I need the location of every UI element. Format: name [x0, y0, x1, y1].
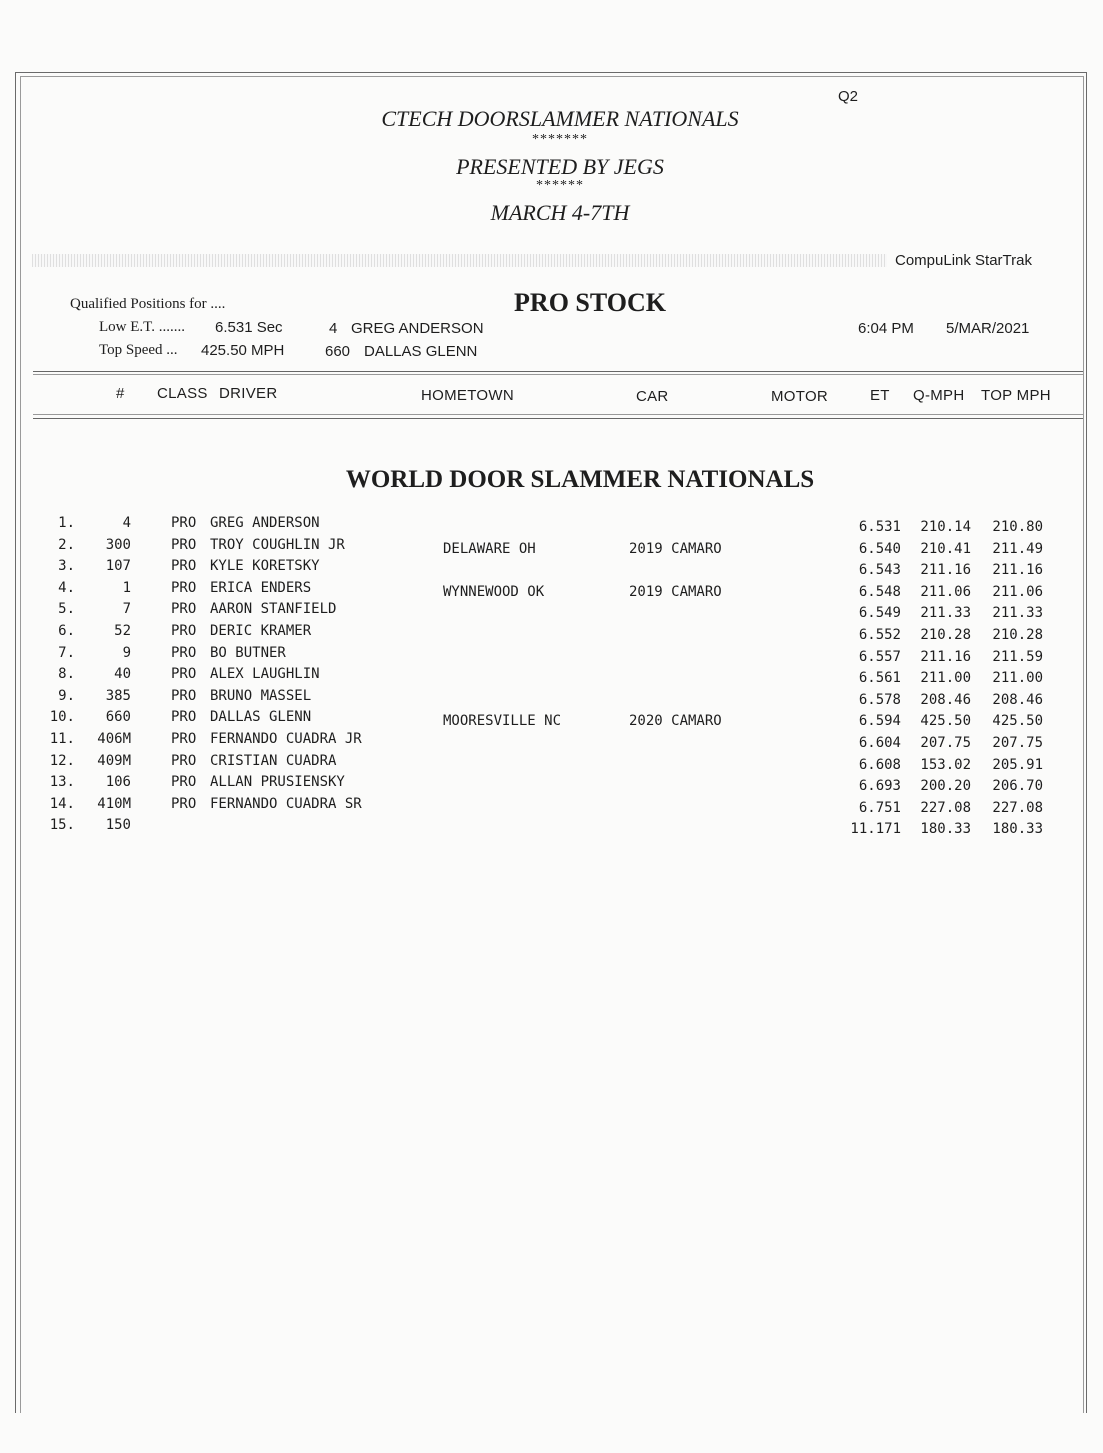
row-car-number: 300 — [105, 536, 131, 553]
row-driver: ERICA ENDERS — [210, 579, 312, 596]
row-hometown: WYNNEWOOD OK — [443, 583, 545, 600]
top-speed-label: Top Speed ... — [99, 342, 178, 358]
event-dates: MARCH 4-7TH — [490, 200, 630, 225]
row-class: PRO — [171, 709, 197, 726]
row-position: 10. — [49, 709, 75, 726]
row-qmph: 208.46 — [920, 691, 971, 708]
row-position: 4. — [58, 579, 75, 596]
table-row — [0, 817, 1103, 837]
row-car-number: 107 — [105, 558, 131, 575]
header-rule-bottom — [33, 414, 1083, 415]
row-qmph: 207.75 — [920, 735, 971, 751]
table-row — [0, 709, 1103, 729]
event-stars-2: ****** — [536, 178, 584, 193]
row-driver: KYLE KORETSKY — [210, 558, 320, 575]
row-car-number: 660 — [105, 709, 131, 726]
row-et: 6.557 — [858, 648, 901, 665]
row-class: PRO — [171, 731, 197, 747]
row-et: 6.578 — [858, 691, 901, 708]
row-class: PRO — [171, 601, 197, 618]
row-et: 6.552 — [858, 627, 901, 643]
row-top-mph: 180.33 — [992, 821, 1043, 838]
top-speed-num: 660 — [325, 343, 351, 360]
report-time: 6:04 PM — [858, 320, 914, 337]
row-car-number: 106 — [105, 774, 131, 791]
event-stars-1: ******* — [532, 132, 588, 147]
row-driver: ALLAN PRUSIENSKY — [210, 774, 345, 791]
col-qmph: Q-MPH — [913, 387, 965, 404]
row-position: 14. — [49, 795, 75, 812]
low-et-driver: GREG ANDERSON — [351, 320, 484, 337]
row-qmph: 211.06 — [920, 583, 971, 600]
row-position: 13. — [49, 774, 75, 791]
row-et: 6.604 — [858, 735, 901, 751]
row-car-number: 1 — [122, 579, 131, 596]
row-class: PRO — [171, 623, 197, 639]
row-top-mph: 205.91 — [992, 756, 1043, 773]
row-car-number: 52 — [114, 623, 131, 639]
row-top-mph: 211.16 — [992, 562, 1043, 579]
col-car: CAR — [636, 388, 669, 405]
row-position: 1. — [58, 515, 75, 531]
header-rule-top — [33, 371, 1083, 372]
row-top-mph: 207.75 — [992, 735, 1043, 751]
low-et-num: 4 — [329, 320, 338, 337]
row-car: 2019 CAMARO — [629, 540, 722, 557]
row-position: 3. — [58, 558, 75, 575]
row-class: PRO — [171, 687, 197, 704]
row-car-number: 40 — [114, 666, 131, 683]
row-driver: DALLAS GLENN — [210, 709, 312, 726]
row-car-number: 409M — [97, 752, 131, 769]
row-car-number: 7 — [122, 601, 131, 618]
header-rule-bottom-2 — [33, 418, 1083, 419]
row-class: PRO — [171, 795, 197, 812]
row-top-mph: 210.28 — [992, 627, 1043, 643]
top-speed-driver: DALLAS GLENN — [364, 343, 478, 360]
row-car-number: 406M — [97, 731, 131, 747]
section-title: WORLD DOOR SLAMMER NATIONALS — [345, 466, 815, 493]
table-row — [0, 774, 1103, 794]
row-position: 8. — [58, 666, 75, 683]
row-top-mph: 208.46 — [992, 691, 1043, 708]
table-row — [0, 731, 1103, 751]
row-class: PRO — [171, 644, 197, 661]
row-position: 15. — [49, 817, 75, 834]
table-row — [0, 688, 1103, 708]
report-date: 5/MAR/2021 — [946, 320, 1030, 337]
low-et-value: 6.531 Sec — [215, 319, 283, 336]
row-qmph: 211.00 — [920, 670, 971, 687]
row-position: 6. — [58, 623, 75, 639]
row-class: PRO — [171, 774, 197, 791]
row-position: 9. — [58, 687, 75, 704]
row-et: 6.594 — [858, 713, 901, 730]
row-driver: BRUNO MASSEL — [210, 687, 312, 704]
row-driver: AARON STANFIELD — [210, 601, 337, 618]
table-row — [0, 623, 1103, 643]
table-row — [0, 515, 1103, 535]
row-driver: FERNANDO CUADRA SR — [210, 795, 362, 812]
col-hometown: HOMETOWN — [421, 387, 514, 404]
row-et: 6.531 — [858, 519, 901, 535]
row-top-mph: 227.08 — [992, 799, 1043, 816]
row-car-number: 9 — [122, 644, 131, 661]
row-qmph: 227.08 — [920, 799, 971, 816]
row-et: 6.548 — [858, 583, 901, 600]
row-qmph: 210.28 — [920, 627, 971, 643]
row-class: PRO — [171, 579, 197, 596]
row-car-number: 385 — [105, 687, 131, 704]
table-row — [0, 645, 1103, 665]
row-qmph: 180.33 — [920, 821, 971, 838]
row-top-mph: 210.80 — [992, 519, 1043, 535]
row-top-mph: 211.06 — [992, 583, 1043, 600]
top-speed-value: 425.50 MPH — [201, 342, 285, 359]
row-class: PRO — [171, 666, 197, 683]
row-driver: CRISTIAN CUADRA — [210, 752, 337, 769]
row-et: 6.540 — [858, 540, 901, 557]
row-top-mph: 211.33 — [992, 605, 1043, 622]
row-top-mph: 425.50 — [992, 713, 1043, 730]
row-et: 6.543 — [858, 562, 901, 579]
row-class: PRO — [171, 558, 197, 575]
row-qmph: 200.20 — [920, 778, 971, 795]
row-qmph: 210.41 — [920, 540, 971, 557]
col-motor: MOTOR — [771, 388, 829, 405]
table-row — [0, 666, 1103, 686]
row-driver: DERIC KRAMER — [210, 623, 312, 639]
row-qmph: 210.14 — [920, 519, 971, 535]
row-car-number: 410M — [97, 795, 131, 812]
row-position: 5. — [58, 601, 75, 618]
header-hatch-bar — [32, 254, 887, 267]
system-name: CompuLink StarTrak — [895, 252, 1032, 269]
row-qmph: 211.33 — [920, 605, 971, 622]
row-driver: GREG ANDERSON — [210, 515, 320, 531]
row-qmph: 425.50 — [920, 713, 971, 730]
row-et: 11.171 — [850, 821, 901, 838]
row-top-mph: 211.00 — [992, 670, 1043, 687]
event-presenter: PRESENTED BY JEGS — [456, 154, 664, 179]
page-code: Q2 — [838, 88, 859, 105]
row-car-number: 4 — [122, 515, 131, 531]
row-qmph: 211.16 — [920, 562, 971, 579]
row-hometown: MOORESVILLE NC — [443, 713, 562, 730]
row-et: 6.751 — [858, 799, 901, 816]
row-hometown: DELAWARE OH — [443, 540, 536, 557]
row-position: 12. — [49, 752, 75, 769]
row-qmph: 211.16 — [920, 648, 971, 665]
header-rule-top-2 — [33, 374, 1083, 375]
col-driver: DRIVER — [219, 385, 278, 402]
table-row — [0, 796, 1103, 816]
row-class: PRO — [171, 515, 197, 531]
row-car-number: 150 — [105, 817, 131, 834]
row-class: PRO — [171, 752, 197, 769]
row-car: 2020 CAMARO — [629, 713, 722, 730]
row-driver: ALEX LAUGHLIN — [210, 666, 320, 683]
qualified-label: Qualified Positions for .... — [70, 296, 226, 312]
class-title: PRO STOCK — [514, 288, 666, 317]
row-top-mph: 211.49 — [992, 540, 1043, 557]
row-position: 7. — [58, 644, 75, 661]
table-row — [0, 537, 1103, 557]
row-driver: BO BUTNER — [210, 644, 286, 661]
row-top-mph: 206.70 — [992, 778, 1043, 795]
col-num: # — [116, 385, 125, 402]
table-row — [0, 753, 1103, 773]
row-class: PRO — [171, 536, 197, 553]
row-et: 6.549 — [858, 605, 901, 622]
row-et: 6.608 — [858, 756, 901, 773]
event-title: CTECH DOORSLAMMER NATIONALS — [381, 106, 739, 131]
row-driver: TROY COUGHLIN JR — [210, 536, 345, 553]
row-driver: FERNANDO CUADRA JR — [210, 731, 362, 747]
row-qmph: 153.02 — [920, 756, 971, 773]
table-row — [0, 601, 1103, 621]
col-et: ET — [870, 387, 890, 404]
row-position: 11. — [49, 731, 75, 747]
row-et: 6.693 — [858, 778, 901, 795]
col-topmph: TOP MPH — [981, 387, 1051, 404]
row-et: 6.561 — [858, 670, 901, 687]
col-class: CLASS — [157, 385, 208, 402]
row-car: 2019 CAMARO — [629, 583, 722, 600]
low-et-label: Low E.T. ....... — [99, 319, 185, 335]
table-row — [0, 580, 1103, 600]
table-row — [0, 558, 1103, 578]
row-position: 2. — [58, 536, 75, 553]
row-top-mph: 211.59 — [992, 648, 1043, 665]
